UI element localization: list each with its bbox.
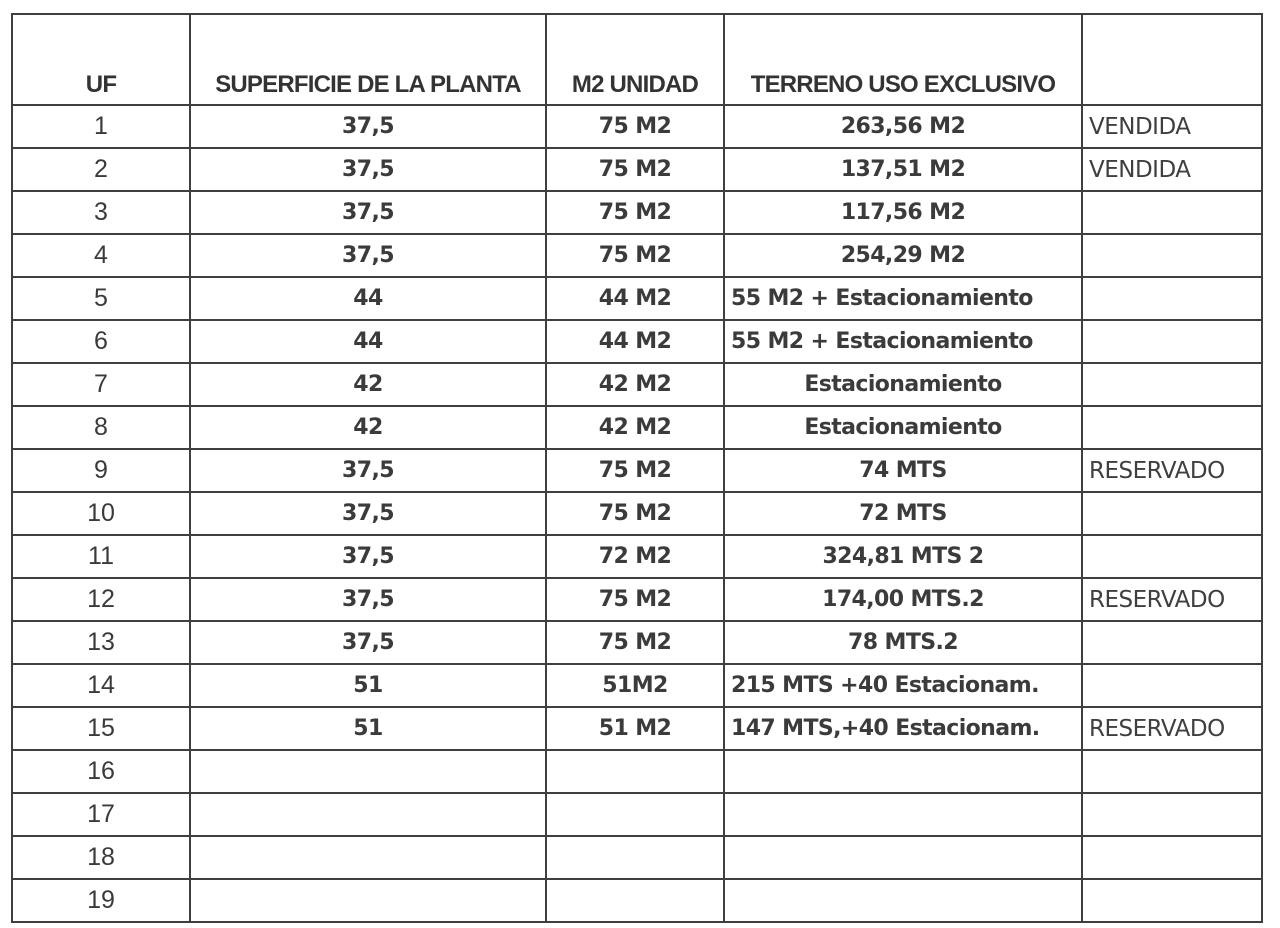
cell-terreno: 324,81 MTS 2 bbox=[724, 535, 1082, 578]
cell-superficie bbox=[190, 879, 546, 922]
cell-terreno: 117,56 M2 bbox=[724, 191, 1082, 234]
cell-terreno: 55 M2 + Estacionamiento bbox=[724, 277, 1082, 320]
table-row bbox=[12, 406, 1262, 449]
cell-uf: 11 bbox=[12, 535, 190, 578]
cell-superficie: 51 bbox=[190, 664, 546, 707]
cell-superficie: 37,5 bbox=[190, 535, 546, 578]
cell-uf: 9 bbox=[12, 449, 190, 492]
table-row bbox=[12, 277, 1262, 320]
cell-uf: 14 bbox=[12, 664, 190, 707]
table-header-row bbox=[12, 14, 1262, 105]
cell-estado: VENDIDA bbox=[1082, 148, 1262, 191]
cell-uf: 5 bbox=[12, 277, 190, 320]
cell-m2-unidad: 75 M2 bbox=[546, 234, 724, 277]
cell-estado bbox=[1082, 234, 1262, 277]
cell-m2-unidad: 72 M2 bbox=[546, 535, 724, 578]
table-row bbox=[12, 363, 1262, 406]
cell-terreno: 55 M2 + Estacionamiento bbox=[724, 320, 1082, 363]
cell-estado bbox=[1082, 191, 1262, 234]
cell-superficie: 37,5 bbox=[190, 492, 546, 535]
cell-m2-unidad: 75 M2 bbox=[546, 621, 724, 664]
cell-uf: 18 bbox=[12, 836, 190, 879]
table-row bbox=[12, 621, 1262, 664]
cell-estado bbox=[1082, 363, 1262, 406]
table-row bbox=[12, 234, 1262, 277]
cell-m2-unidad: 75 M2 bbox=[546, 191, 724, 234]
cell-m2-unidad: 51 M2 bbox=[546, 707, 724, 750]
cell-uf: 13 bbox=[12, 621, 190, 664]
cell-uf: 1 bbox=[12, 105, 190, 148]
header-estado bbox=[1082, 14, 1262, 105]
cell-estado: RESERVADO bbox=[1082, 449, 1262, 492]
cell-terreno: 174,00 MTS.2 bbox=[724, 578, 1082, 621]
cell-terreno: 78 MTS.2 bbox=[724, 621, 1082, 664]
cell-uf: 4 bbox=[12, 234, 190, 277]
cell-m2-unidad bbox=[546, 836, 724, 879]
cell-estado bbox=[1082, 535, 1262, 578]
cell-estado: VENDIDA bbox=[1082, 105, 1262, 148]
cell-m2-unidad: 42 M2 bbox=[546, 406, 724, 449]
cell-terreno bbox=[724, 836, 1082, 879]
table-row bbox=[12, 320, 1262, 363]
table-row bbox=[12, 148, 1262, 191]
table-row bbox=[12, 879, 1262, 922]
table-row bbox=[12, 750, 1262, 793]
cell-m2-unidad: 75 M2 bbox=[546, 449, 724, 492]
cell-m2-unidad bbox=[546, 793, 724, 836]
header-uf: UF bbox=[12, 14, 190, 105]
cell-terreno: 263,56 M2 bbox=[724, 105, 1082, 148]
cell-estado bbox=[1082, 664, 1262, 707]
cell-m2-unidad: 44 M2 bbox=[546, 277, 724, 320]
cell-terreno: Estacionamiento bbox=[724, 406, 1082, 449]
cell-m2-unidad: 75 M2 bbox=[546, 578, 724, 621]
cell-estado bbox=[1082, 277, 1262, 320]
cell-m2-unidad bbox=[546, 750, 724, 793]
cell-terreno: 254,29 M2 bbox=[724, 234, 1082, 277]
cell-superficie: 37,5 bbox=[190, 148, 546, 191]
cell-estado bbox=[1082, 750, 1262, 793]
cell-superficie: 42 bbox=[190, 363, 546, 406]
cell-uf: 7 bbox=[12, 363, 190, 406]
cell-terreno: 72 MTS bbox=[724, 492, 1082, 535]
cell-uf: 12 bbox=[12, 578, 190, 621]
units-table bbox=[11, 13, 1263, 923]
cell-terreno: 147 MTS,+40 Estacionam. bbox=[724, 707, 1082, 750]
cell-estado: RESERVADO bbox=[1082, 578, 1262, 621]
cell-m2-unidad: 75 M2 bbox=[546, 492, 724, 535]
cell-superficie bbox=[190, 750, 546, 793]
cell-uf: 19 bbox=[12, 879, 190, 922]
cell-uf: 2 bbox=[12, 148, 190, 191]
cell-uf: 15 bbox=[12, 707, 190, 750]
cell-superficie: 37,5 bbox=[190, 191, 546, 234]
cell-superficie: 42 bbox=[190, 406, 546, 449]
cell-superficie: 37,5 bbox=[190, 621, 546, 664]
cell-superficie: 37,5 bbox=[190, 449, 546, 492]
cell-m2-unidad: 44 M2 bbox=[546, 320, 724, 363]
cell-uf: 17 bbox=[12, 793, 190, 836]
table-row bbox=[12, 449, 1262, 492]
cell-estado bbox=[1082, 793, 1262, 836]
table-row bbox=[12, 535, 1262, 578]
cell-m2-unidad: 75 M2 bbox=[546, 148, 724, 191]
cell-estado: RESERVADO bbox=[1082, 707, 1262, 750]
cell-estado bbox=[1082, 406, 1262, 449]
cell-m2-unidad: 51M2 bbox=[546, 664, 724, 707]
cell-uf: 10 bbox=[12, 492, 190, 535]
cell-terreno bbox=[724, 879, 1082, 922]
table-row bbox=[12, 105, 1262, 148]
units-table-sheet bbox=[11, 13, 1263, 923]
table-row bbox=[12, 707, 1262, 750]
table-row bbox=[12, 836, 1262, 879]
cell-terreno: Estacionamiento bbox=[724, 363, 1082, 406]
table-row bbox=[12, 793, 1262, 836]
cell-terreno bbox=[724, 793, 1082, 836]
table-row bbox=[12, 664, 1262, 707]
cell-uf: 3 bbox=[12, 191, 190, 234]
cell-superficie: 37,5 bbox=[190, 105, 546, 148]
header-terreno: TERRENO USO EXCLUSIVO bbox=[724, 14, 1082, 105]
cell-m2-unidad: 75 M2 bbox=[546, 105, 724, 148]
cell-estado bbox=[1082, 320, 1262, 363]
units-table-body bbox=[12, 14, 1262, 922]
table-row bbox=[12, 191, 1262, 234]
cell-uf: 6 bbox=[12, 320, 190, 363]
cell-estado bbox=[1082, 621, 1262, 664]
cell-superficie: 37,5 bbox=[190, 578, 546, 621]
cell-estado bbox=[1082, 836, 1262, 879]
header-m2-unidad: M2 UNIDAD bbox=[546, 14, 724, 105]
header-superficie: SUPERFICIE DE LA PLANTA bbox=[190, 14, 546, 105]
cell-terreno bbox=[724, 750, 1082, 793]
cell-terreno: 215 MTS +40 Estacionam. bbox=[724, 664, 1082, 707]
cell-estado bbox=[1082, 879, 1262, 922]
table-row bbox=[12, 578, 1262, 621]
cell-superficie: 44 bbox=[190, 320, 546, 363]
cell-superficie bbox=[190, 793, 546, 836]
cell-m2-unidad: 42 M2 bbox=[546, 363, 724, 406]
cell-superficie: 51 bbox=[190, 707, 546, 750]
cell-terreno: 74 MTS bbox=[724, 449, 1082, 492]
cell-superficie bbox=[190, 836, 546, 879]
cell-uf: 16 bbox=[12, 750, 190, 793]
cell-m2-unidad bbox=[546, 879, 724, 922]
cell-estado bbox=[1082, 492, 1262, 535]
cell-superficie: 44 bbox=[190, 277, 546, 320]
cell-terreno: 137,51 M2 bbox=[724, 148, 1082, 191]
table-row bbox=[12, 492, 1262, 535]
cell-uf: 8 bbox=[12, 406, 190, 449]
cell-superficie: 37,5 bbox=[190, 234, 546, 277]
